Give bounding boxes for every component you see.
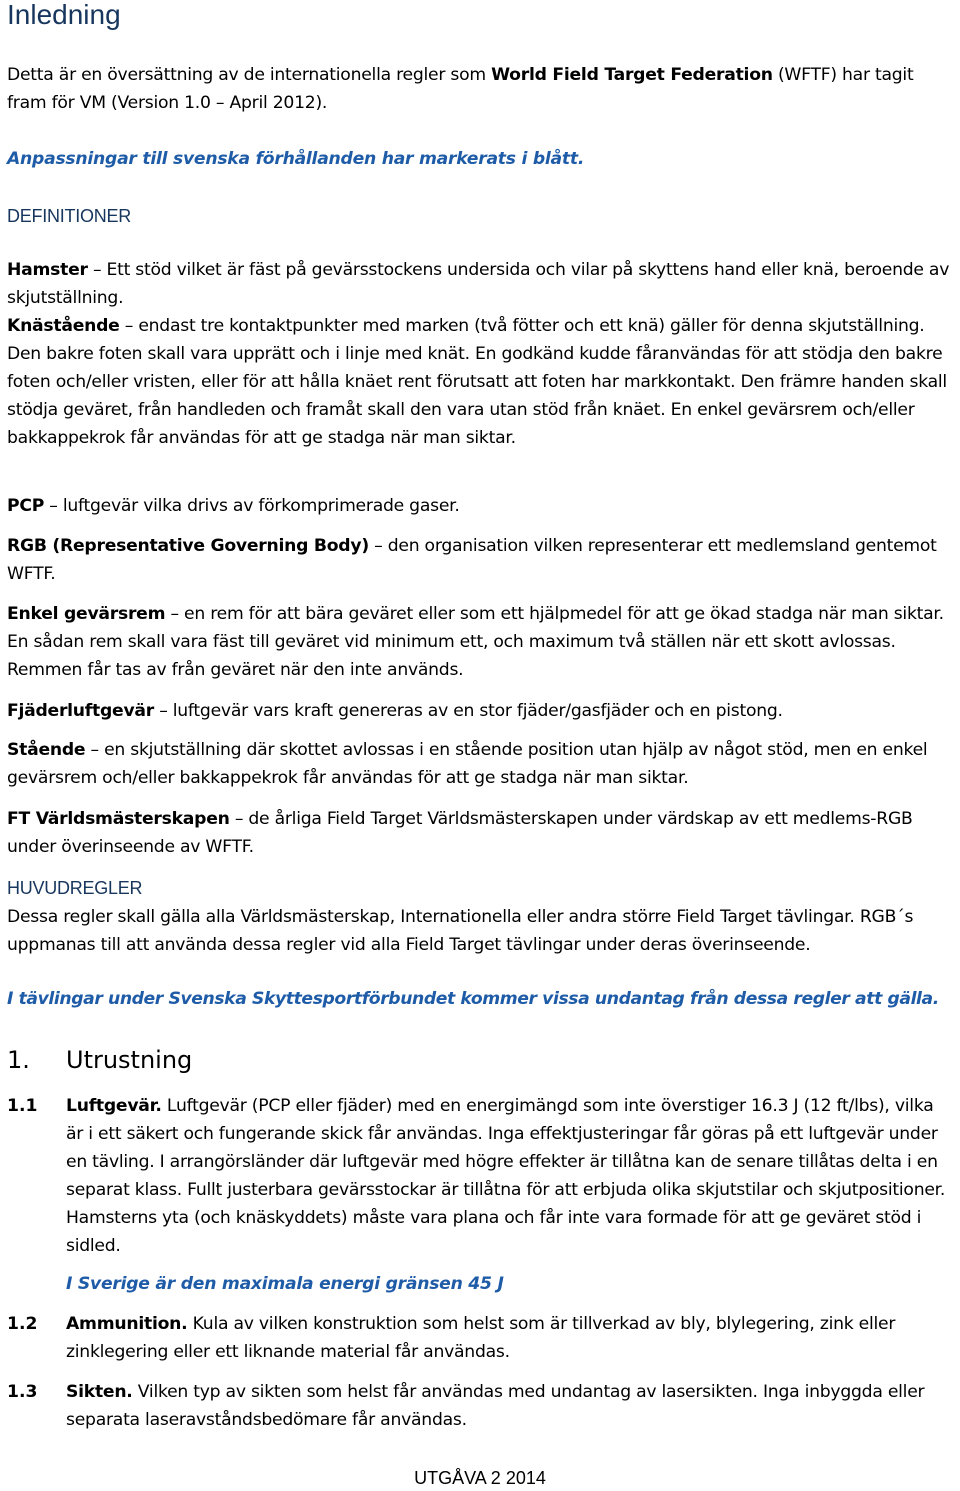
section-number: 1.3	[7, 1382, 38, 1402]
definition-staende	[7, 736, 957, 792]
section-text: Kula av vilken konstruktion som helst som är tillverkad av bly, blylegering, zink eller zinklegering eller ett liknande material får användas.	[66, 1314, 896, 1362]
definition-ft-varldsmasterskapen	[7, 805, 957, 861]
definition-text: – den organisation vilken representerar ett medlemsland gentemot WFTF.	[7, 536, 937, 584]
definition-term: Knästående	[7, 316, 120, 336]
chapter-title: Utrustning	[66, 1046, 193, 1074]
definition-hamster	[7, 256, 957, 312]
main-rules	[7, 874, 957, 959]
section-term: Sikten.	[66, 1382, 133, 1402]
definition-fjaderluftgevar	[7, 697, 957, 725]
definition-term: Hamster	[7, 260, 88, 280]
definition-term: Enkel gevärsrem	[7, 604, 166, 624]
definition-text: – endast tre kontaktpunkter med marken (två fötter och ett knä) gäller för denna skjutställning. Den bakre foten skall vara upprätt och i linje med knät. En godkänd kudde fåranvändas för att stödja den bakre foten och/eller vristen, eller för att hålla knäet rent förutsatt att foten har markkontakt. Den främre handen skall stödja geväret, från handleden och framåt skall den vara utan stöd från knäet. En enkel gevärsrem och/eller bakkappekrok får användas för att ge stadga när man siktar.	[7, 316, 947, 448]
section-term: Ammunition.	[66, 1314, 188, 1334]
section-ammunition	[66, 1310, 951, 1366]
section-text: Luftgevär (PCP eller fjäder) med en energimängd som inte överstiger 16.3 J (12 ft/lbs), vilka är i ett säkert och fungerande skick får användas. Inga effektjusteringar får göras på ett luftgevär under en tävling. I arrangörsländer där luftgevär med högre effekter är tillåtna kan de senare tillåtas delta i en separat klass. Fullt justerbara gevärsstockar är tillåtna för att erbjuda olika skjutstilar och skjutpositioner. Hamsterns yta (och knäskyddets) måste vara plana och får inte vara formade för att ge geväret stöd i sidled.	[66, 1096, 946, 1256]
definition-text: – luftgevär vilka drivs av förkomprimerade gaser.	[44, 496, 460, 516]
definition-text: – de årliga Field Target Världsmästerskapen under värdskap av ett medlems-RGB under överinseende av WFTF.	[7, 809, 913, 857]
definition-enkel-gevarsrem	[7, 600, 957, 684]
page-title: Inledning	[7, 0, 121, 30]
intro-org: World Field Target Federation	[491, 65, 773, 85]
section-sikten	[66, 1378, 951, 1434]
section-text: Vilken typ av sikten som helst får användas med undantag av lasersikten. Inga inbyggda eller separata laseravståndsbedömare får användas.	[66, 1382, 925, 1430]
definition-term: Stående	[7, 740, 86, 760]
section-term: Luftgevär.	[66, 1096, 162, 1116]
adaptation-note: Anpassningar till svenska förhållanden har markerats i blått.	[7, 149, 585, 169]
section-luftgevar	[66, 1092, 951, 1260]
definition-text: – en skjutställning där skottet avlossas i en stående position utan hjälp av något stöd, men en enkel gevärsrem och/eller bakkappekrok får användas för att ge stadga när man siktar.	[7, 740, 928, 788]
definition-rgb	[7, 532, 957, 588]
definition-text: – luftgevär vars kraft genereras av en stor fjäder/gasfjäder och en pistong.	[153, 701, 783, 721]
section-luftgevar-note: I Sverige är den maximala energi gränsen 45 J	[66, 1274, 504, 1294]
definition-term: PCP	[7, 496, 45, 516]
definition-term: RGB (Representative Governing Body)	[7, 536, 369, 556]
main-rules-text: Dessa regler skall gälla alla Världsmästerskap, Internationella eller andra större Field Target tävlingar. RGB´s uppmanas till att använda dessa regler vid alla Field Target tävlingar under deras överinseende.	[7, 907, 914, 955]
definition-knastaende	[7, 312, 957, 452]
definitions-heading: DEFINITIONER	[7, 206, 132, 226]
intro-text: Detta är en översättning av de internationella regler som	[7, 65, 492, 85]
definition-text: – Ett stöd vilket är fäst på gevärsstockens undersida och vilar på skyttens hand eller knä, beroende av skjutställning.	[7, 260, 950, 308]
page-footer: UTGÅVA 2 2014	[414, 1468, 546, 1488]
intro-text-end: (WFTF) har tagit fram för VM (Version 1.0 – April 2012).	[7, 65, 914, 113]
chapter-number: 1.	[7, 1046, 30, 1074]
main-rules-note: I tävlingar under Svenska Skyttesportförbundet kommer vissa undantag från dessa regler att gälla.	[7, 989, 939, 1009]
intro-paragraph	[7, 61, 957, 117]
main-rules-heading: HUVUDREGLER	[7, 878, 143, 898]
section-number: 1.1	[7, 1096, 38, 1116]
section-number: 1.2	[7, 1314, 38, 1334]
definition-pcp	[7, 492, 957, 520]
definition-text: – en rem för att bära geväret eller som ett hjälpmedel för att ge ökad stadga när man siktar. En sådan rem skall vara fäst till geväret vid minimum ett, och maximum två ställen när ett skott avlossas. Remmen får tas av från geväret när den inte används.	[7, 604, 944, 680]
definition-term: Fjäderluftgevär	[7, 701, 154, 721]
definition-term: FT Världsmästerskapen	[7, 809, 230, 829]
